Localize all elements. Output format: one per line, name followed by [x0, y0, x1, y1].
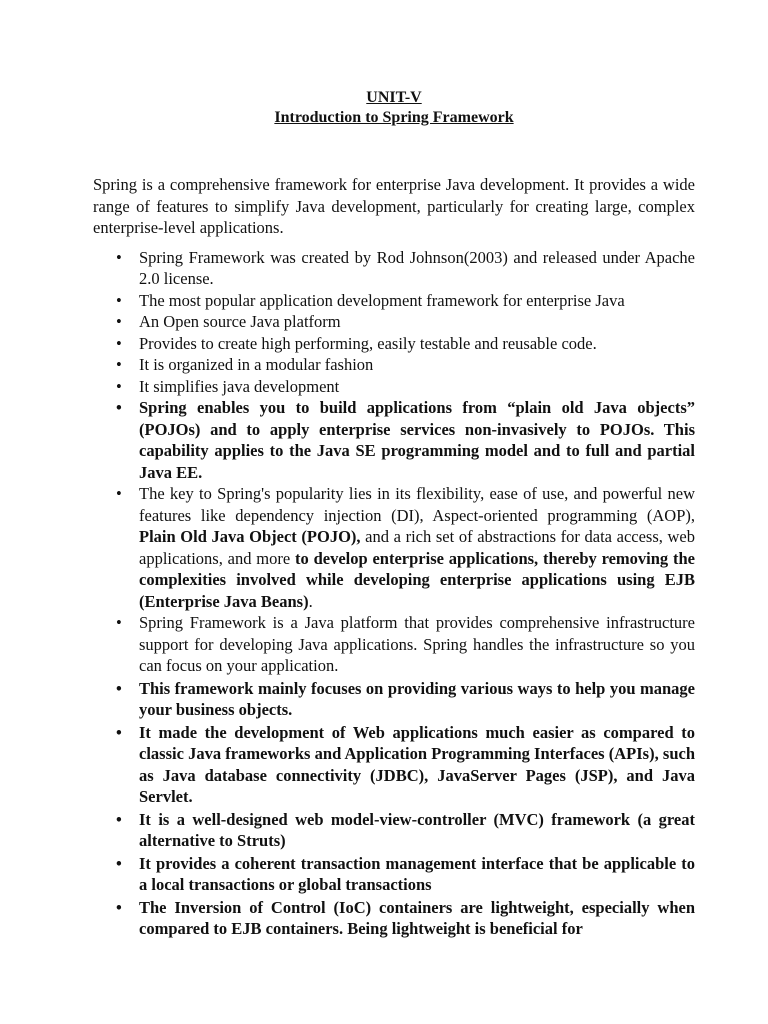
list-item: • Provides to create high performing, easily testable and reusable code.	[116, 333, 597, 353]
bullet-icon: •	[116, 809, 122, 829]
list-item: • It is a well-designed web model-view-controller (MVC) framework (a great alternative to Struts)	[116, 809, 695, 850]
intro-paragraph: Spring is a comprehensive framework for enterprise Java development. It provides a wide range of features to simplify Java development, particularly for creating large, complex enterprise-level applications.	[93, 175, 695, 237]
page-content	[93, 88, 695, 940]
list-item: • It is organized in a modular fashion	[116, 355, 374, 374]
bullet-icon: •	[116, 853, 122, 873]
bullet-icon: •	[116, 678, 122, 698]
bullet-icon: •	[116, 398, 122, 417]
bullet-icon: •	[116, 355, 122, 374]
bullet-icon: •	[116, 333, 122, 353]
list-item: • The most popular application development framework for enterprise Java	[116, 290, 625, 310]
list-item: • It made the development of Web applications much easier as compared to classic Java frameworks and Application Programming Interfaces (APIs), such as Java database connectivity (JDBC), JavaServer Pages (JSP), and Java Servlet.	[116, 722, 695, 806]
list-item: • Spring enables you to build applications from “plain old Java objects” (POJOs) and to apply enterprise services non-invasively to POJOs. This capability applies to the Java SE programming model and to full and partial Java EE.	[116, 398, 695, 482]
unit-heading: UNIT-V	[366, 89, 422, 106]
list-item: • Spring Framework is a Java platform that provides comprehensive infrastructure support for developing Java applications. Spring handles the infrastructure so you can focus on your application.	[116, 613, 695, 675]
bullet-icon: •	[116, 312, 122, 331]
list-item: • The key to Spring's popularity lies in its flexibility, ease of use, and powerful new features like dependency injection (DI), Aspect-oriented programming (AOP), Plain Old Java Object (POJO), and a rich set of abstractions for data access, web applications, and more to develop enterprise applications, thereby removing the complexities involved while developing enterprise applications using EJB (Enterprise Java Beans).	[116, 484, 695, 611]
bullet-icon: •	[116, 484, 122, 503]
bullet-icon: •	[116, 722, 122, 742]
list-item: • It simplifies java development	[116, 376, 340, 396]
list-item: • It provides a coherent transaction management interface that be applicable to a local transactions or global transactions	[116, 853, 695, 894]
bullet-icon: •	[116, 897, 122, 917]
bullet-icon: •	[116, 613, 122, 632]
list-item: • The Inversion of Control (IoC) containers are lightweight, especially when compared to EJB containers. Being lightweight is beneficial for	[116, 897, 695, 938]
bullet-icon: •	[116, 247, 122, 267]
bullet-icon: •	[116, 290, 122, 310]
list-item: • This framework mainly focuses on providing various ways to help you manage your business objects.	[116, 678, 695, 719]
list-item: • Spring Framework was created by Rod Johnson(2003) and released under Apache 2.0 license.	[116, 247, 695, 288]
bullet-icon: •	[116, 376, 122, 396]
feature-list	[93, 247, 695, 940]
list-item: • An Open source Java platform	[116, 312, 341, 331]
page-title: Introduction to Spring Framework	[274, 109, 514, 126]
